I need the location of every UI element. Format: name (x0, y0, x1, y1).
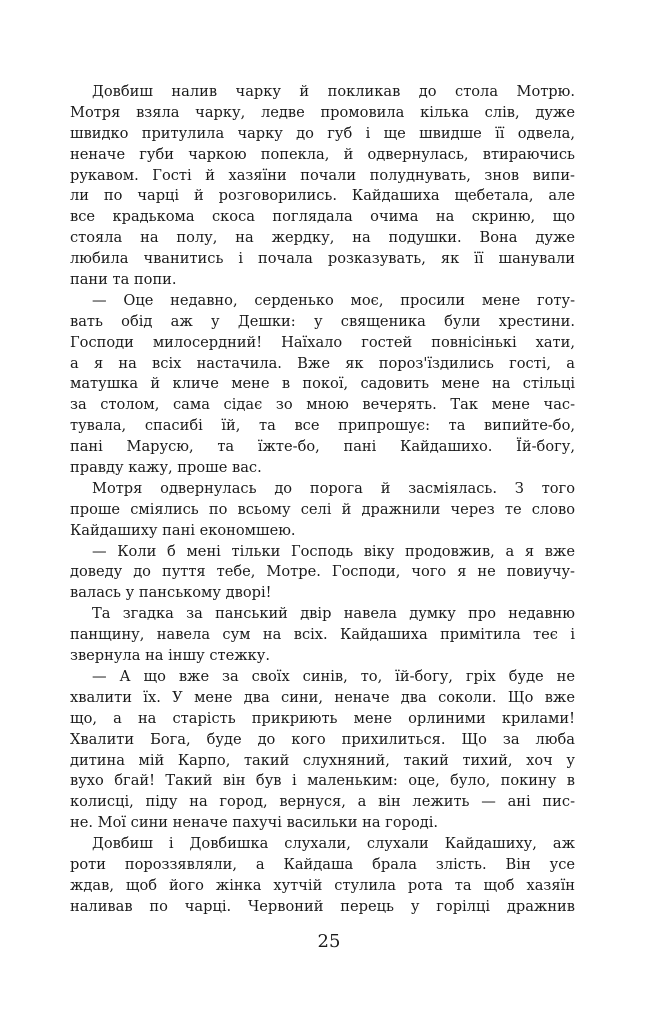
paragraph (70, 667, 575, 834)
text-line: колисці, піду на город, вернуся, а він лежить — ані пис- (70, 793, 575, 811)
text-line: — Коли б мені тільки Господь віку продовжив, а я вже (92, 542, 575, 560)
text-line: все крадькома скоса поглядала очима на скриню, що (70, 208, 575, 226)
paragraph (70, 542, 575, 605)
text-line: Довбиш і Довбишка слухали, слухали Кайдашиху, аж (92, 835, 575, 853)
text-line: Хвалити Бога, буде до кого прихилиться. Що за люба (70, 730, 575, 748)
text-line: тувала, спасибі їй, та все припрошує: та випийте-бо, (70, 417, 575, 435)
text-line: звернула на іншу стежку. (70, 647, 270, 665)
text-line: матушка й кличе мене в покої, садовить мене на стільці (70, 375, 575, 393)
text-line: швидко притулила чарку до губ і ще швидше її одвела, (70, 124, 575, 142)
text-line: що, а на старість прикриють мене орлиними крилами! (70, 709, 575, 727)
text-line: Довбиш налив чарку й покликав до стола Мотрю. (92, 83, 575, 100)
paragraph (70, 82, 575, 291)
body-text (70, 82, 575, 918)
text-line: ждав, щоб його жінка хутчій стулила рота та щоб хазяїн (70, 876, 575, 894)
text-line: Господи милосердний! Наїхало гостей повнісінькі хати, (70, 333, 575, 351)
text-line: Та згадка за панський двір навела думку про недавню (92, 605, 575, 623)
text-line: вухо бгай! Такий він був і маленьким: оце, було, покину в (70, 772, 575, 790)
text-line: роти пороззявляли, а Кайдаша брала злість. Він усе (70, 855, 575, 873)
text-line: за столом, сама сідає зо мною вечерять. Так мене час- (70, 396, 575, 414)
text-line: неначе губи чаркою попекла, й одвернулась, втираючись (70, 145, 575, 163)
text-line: правду кажу, прошe вас. (70, 459, 262, 477)
text-line: панщину, навела сум на всіх. Кайдашиха примітила теє і (70, 626, 575, 644)
text-line: доведу до пуття тебе, Мотре. Господи, чого я не повиучу- (70, 563, 575, 581)
text-line: пані Марусю, та їжте-бо, пані Кайдашихо. Їй-богу, (70, 438, 575, 456)
text-line: рукавом. Гості й хазяїни почали полуднувать, знов випи- (70, 166, 575, 184)
text-line: любила чванитись і почала розказувать, як її шанували (70, 250, 575, 268)
text-line: ли по чарці й розговорились. Кайдашиха щебетала, але (70, 187, 575, 205)
text-line: пани та попи. (70, 271, 177, 289)
paragraph (70, 604, 575, 667)
text-line: вать обід аж у Дешки: у священика були хрестини. (70, 312, 575, 330)
paragraph (70, 834, 575, 918)
text-line: Кайдашиху пані економшею. (70, 521, 296, 539)
text-line: валась у панському дворі! (70, 584, 272, 602)
text-line: а я на всіх настачила. Вже як пороз'їздились гості, а (70, 354, 575, 372)
text-line: наливав по чарці. Червоний перець у горілці дражнив (70, 897, 575, 915)
text-line: — А що вже за своїх синів, то, їй-богу, гріх буде не (92, 667, 575, 685)
paragraph (70, 479, 575, 542)
text-line: не. Мої сини неначе пахучі васильки на городі. (70, 814, 439, 832)
text-line: Мотря взяла чарку, ледве промовила кілька слів, дуже (70, 103, 575, 121)
text-line: Мотря одвернулась до порога й засміялась. З того (92, 479, 575, 497)
text-line: проше сміялись по всьому селі й дражнили через те слово (70, 500, 575, 518)
text-line: хвалити їх. У мене два сини, неначе два соколи. Що вже (70, 688, 575, 706)
page-number: 25 (317, 931, 341, 952)
text-line: дитина мій Карпо, такий слухняний, такий тихий, хоч у (70, 751, 575, 769)
text-line: стояла на полу, на жердку, на подушки. Вона дуже (70, 229, 575, 247)
text-line: — Оце недавно, серденько моє, просили мене готу- (92, 291, 575, 309)
paragraph (70, 291, 575, 479)
